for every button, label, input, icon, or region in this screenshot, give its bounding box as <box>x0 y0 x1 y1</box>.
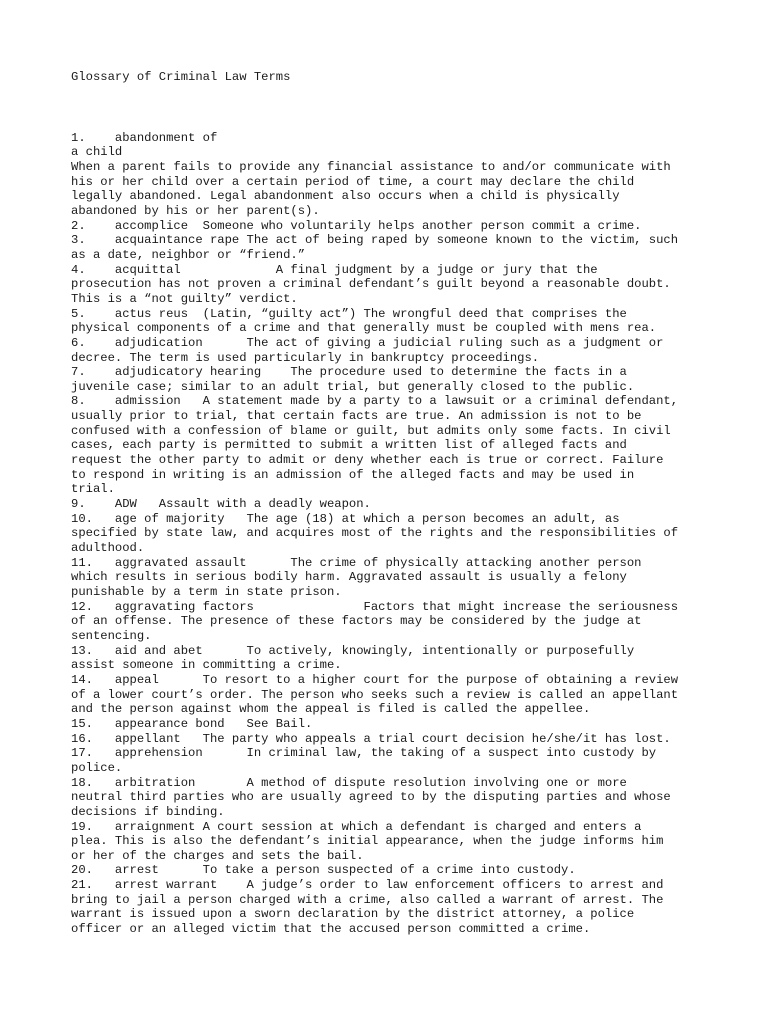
glossary-line: cases, each party is permitted to submit a written list of alleged facts and <box>71 438 627 453</box>
glossary-line: 14. appeal To resort to a higher court for the purpose of obtaining a review <box>71 672 679 687</box>
glossary-line: neutral third parties who are usually agreed to by the disputing parties and whose <box>71 790 671 805</box>
glossary-line: 6. adjudication The act of giving a judicial ruling such as a judgment or <box>71 335 664 350</box>
glossary-line: adulthood. <box>71 541 145 556</box>
glossary-line: and the person against whom the appeal is filed is called the appellee. <box>71 702 591 717</box>
glossary-line: This is a “not guilty” verdict. <box>71 291 298 306</box>
glossary-line: specified by state law, and acquires most of the rights and the responsibilities of <box>71 526 679 541</box>
glossary-line: his or her child over a certain period of time, a court may declare the child <box>71 174 635 189</box>
document-title: Glossary of Criminal Law Terms <box>71 70 291 84</box>
glossary-entries <box>71 131 761 937</box>
glossary-line: usually prior to trial, that certain facts are true. An admission is not to be <box>71 409 642 424</box>
glossary-line: 16. appellant The party who appeals a trial court decision he/she/it has lost. <box>71 731 671 746</box>
glossary-line: confused with a confession of blame or guilt, but admits only some facts. In civil <box>71 423 671 438</box>
glossary-line: 20. arrest To take a person suspected of a crime into custody. <box>71 863 576 878</box>
glossary-line: request the other party to admit or deny whether each is true or correct. Failure <box>71 453 664 468</box>
glossary-line: 5. actus reus (Latin, “guilty act”) The wrongful deed that comprises the <box>71 306 627 321</box>
glossary-line: a child <box>71 145 123 160</box>
glossary-line: bring to jail a person charged with a crime, also called a warrant of arrest. The <box>71 892 664 907</box>
glossary-line: 1. abandonment of <box>71 130 218 145</box>
glossary-line: 2. accomplice Someone who voluntarily helps another person commit a crime. <box>71 218 642 233</box>
document-page <box>71 70 761 937</box>
glossary-line: juvenile case; similar to an adult trial, but generally closed to the public. <box>71 379 635 394</box>
glossary-line: legally abandoned. Legal abandonment also occurs when a child is physically <box>71 189 620 204</box>
title-spacer <box>71 85 761 131</box>
glossary-line: 11. aggravated assault The crime of physically attacking another person <box>71 555 642 570</box>
glossary-line: physical components of a crime and that generally must be coupled with mens rea. <box>71 321 657 336</box>
glossary-line: 4. acquittal A final judgment by a judge or jury that the <box>71 262 598 277</box>
glossary-line: 15. appearance bond See Bail. <box>71 716 313 731</box>
glossary-line: police. <box>71 760 123 775</box>
glossary-line: to respond in writing is an admission of the alleged facts and may be used in <box>71 467 635 482</box>
glossary-line: 19. arraignment A court session at which a defendant is charged and enters a <box>71 819 642 834</box>
glossary-line: trial. <box>71 482 115 497</box>
glossary-line: plea. This is also the defendant’s initial appearance, when the judge informs him <box>71 834 664 849</box>
glossary-line: sentencing. <box>71 628 152 643</box>
glossary-line: decree. The term is used particularly in bankruptcy proceedings. <box>71 350 540 365</box>
glossary-line: 13. aid and abet To actively, knowingly, intentionally or purposefully <box>71 643 635 658</box>
glossary-line: 12. aggravating factors Factors that might increase the seriousness <box>71 599 679 614</box>
glossary-line: 10. age of majority The age (18) at which a person becomes an adult, as <box>71 511 620 526</box>
glossary-line: of a lower court’s order. The person who seeks such a review is called an appellant <box>71 687 679 702</box>
glossary-line: 17. apprehension In criminal law, the taking of a suspect into custody by <box>71 746 657 761</box>
glossary-line: punishable by a term in state prison. <box>71 585 342 599</box>
glossary-line: 18. arbitration A method of dispute resolution involving one or more <box>71 775 627 790</box>
glossary-line: 7. adjudicatory hearing The procedure used to determine the facts in a <box>71 365 627 380</box>
glossary-line: When a parent fails to provide any financial assistance to and/or communicate with <box>71 159 671 174</box>
glossary-line: officer or an alleged victim that the accused person committed a crime. <box>71 922 591 937</box>
glossary-line: 9. ADW Assault with a deadly weapon. <box>71 497 371 512</box>
glossary-line: decisions if binding. <box>71 804 225 819</box>
glossary-line: of an offense. The presence of these factors may be considered by the judge at <box>71 614 642 629</box>
glossary-line: warrant is issued upon a sworn declaration by the district attorney, a police <box>71 907 635 922</box>
glossary-line: or her of the charges and sets the bail. <box>71 848 364 863</box>
glossary-line: which results in serious bodily harm. Aggravated assault is usually a felony <box>71 570 627 585</box>
glossary-line: 21. arrest warrant A judge’s order to law enforcement officers to arrest and <box>71 878 664 893</box>
glossary-line: assist someone in committing a crime. <box>71 658 342 673</box>
glossary-line: prosecution has not proven a criminal defendant’s guilt beyond a reasonable doubt. <box>71 277 671 292</box>
glossary-line: abandoned by his or her parent(s). <box>71 203 320 218</box>
glossary-line: 3. acquaintance rape The act of being raped by someone known to the victim, such <box>71 233 679 248</box>
glossary-line: 8. admission A statement made by a party to a lawsuit or a criminal defendant, <box>71 394 679 409</box>
glossary-line: as a date, neighbor or “friend.” <box>71 247 306 262</box>
